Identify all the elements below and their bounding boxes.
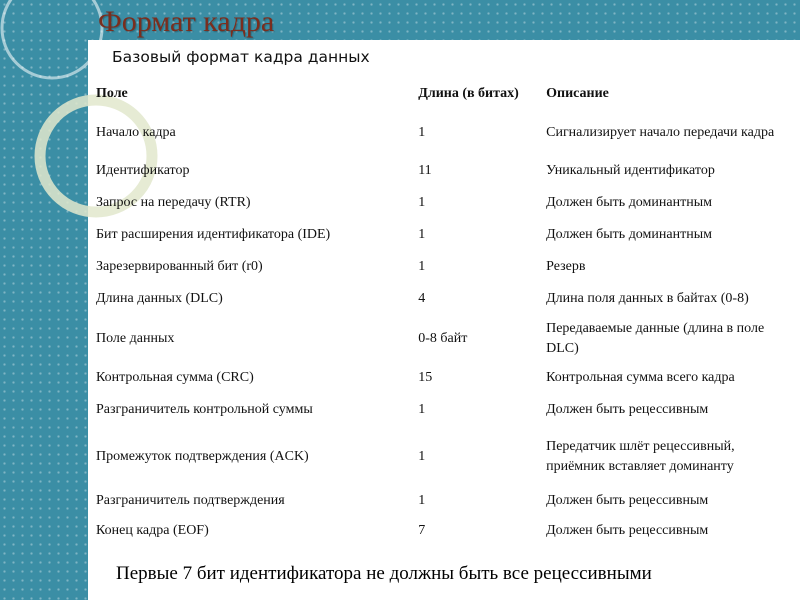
- length-cell: 15: [418, 370, 433, 385]
- length-cell: 1: [418, 492, 426, 508]
- table-row: [90, 110, 790, 155]
- table-row: [90, 514, 790, 547]
- field-cell: Запрос на передачу (RTR): [96, 195, 251, 210]
- column-header-description: Описание: [546, 86, 609, 101]
- field-cell: Промежуток подтверждения (ACK): [96, 448, 309, 464]
- column-header-length: Длина (в битах): [418, 86, 519, 101]
- length-cell: 4: [418, 291, 426, 306]
- table-row: [90, 315, 790, 362]
- table-row: [90, 219, 790, 251]
- description-cell: Должен быть рецессивным: [546, 522, 709, 538]
- table-header-row: [90, 78, 790, 110]
- description-cell: Передатчик шлёт рецессивный, приёмник вставляет доминанту: [546, 438, 735, 474]
- description-cell: Передаваемые данные (длина в поле DLC): [546, 320, 765, 356]
- description-cell: Контрольная сумма всего кадра: [546, 370, 735, 385]
- field-cell: Длина данных (DLC): [96, 291, 223, 306]
- length-cell: 1: [418, 195, 426, 210]
- description-cell: Должен быть доминантным: [546, 227, 712, 242]
- table-row: [90, 251, 790, 283]
- length-cell: 1: [418, 227, 426, 242]
- field-cell: Идентификатор: [96, 163, 190, 178]
- slide-subtitle: Базовый формат кадра данных: [112, 48, 370, 66]
- field-cell: Конец кадра (EOF): [96, 522, 209, 538]
- column-header-field: Поле: [96, 86, 128, 101]
- length-cell: 7: [418, 522, 426, 538]
- table-row: [90, 394, 790, 426]
- field-cell: Контрольная сумма (CRC): [96, 370, 254, 385]
- description-cell: Сигнализирует начало передачи кадра: [546, 124, 775, 140]
- description-cell: Должен быть рецессивным: [546, 402, 709, 417]
- table-row: [90, 487, 790, 514]
- description-cell: Резерв: [546, 259, 586, 274]
- field-cell: Бит расширения идентификатора (IDE): [96, 227, 331, 242]
- field-cell: Начало кадра: [96, 124, 176, 140]
- description-cell: Должен быть доминантным: [546, 195, 712, 210]
- field-cell: Поле данных: [96, 330, 175, 346]
- field-cell: Разграничитель подтверждения: [96, 492, 285, 508]
- table-row: [90, 187, 790, 219]
- description-cell: Должен быть рецессивным: [546, 492, 709, 508]
- footnote-text: Первые 7 бит идентификатора не должны быть все рецессивными: [116, 563, 652, 584]
- length-cell: 1: [418, 259, 426, 274]
- table-row: [90, 155, 790, 187]
- length-cell: 0-8 байт: [418, 330, 468, 346]
- table-row: [90, 362, 790, 394]
- table-row: [90, 426, 790, 487]
- length-cell: 1: [418, 402, 426, 417]
- description-cell: Уникальный идентификатор: [546, 163, 715, 178]
- field-cell: Разграничитель контрольной суммы: [96, 402, 313, 417]
- frame-format-table: [90, 78, 790, 547]
- length-cell: 1: [418, 448, 426, 464]
- length-cell: 1: [418, 124, 426, 140]
- table-row: [90, 283, 790, 315]
- slide-title: Формат кадра: [98, 5, 275, 38]
- field-cell: Зарезервированный бит (r0): [96, 259, 263, 274]
- description-cell: Длина поля данных в байтах (0-8): [546, 291, 749, 306]
- length-cell: 11: [418, 163, 432, 178]
- decorative-side-band: [0, 0, 88, 600]
